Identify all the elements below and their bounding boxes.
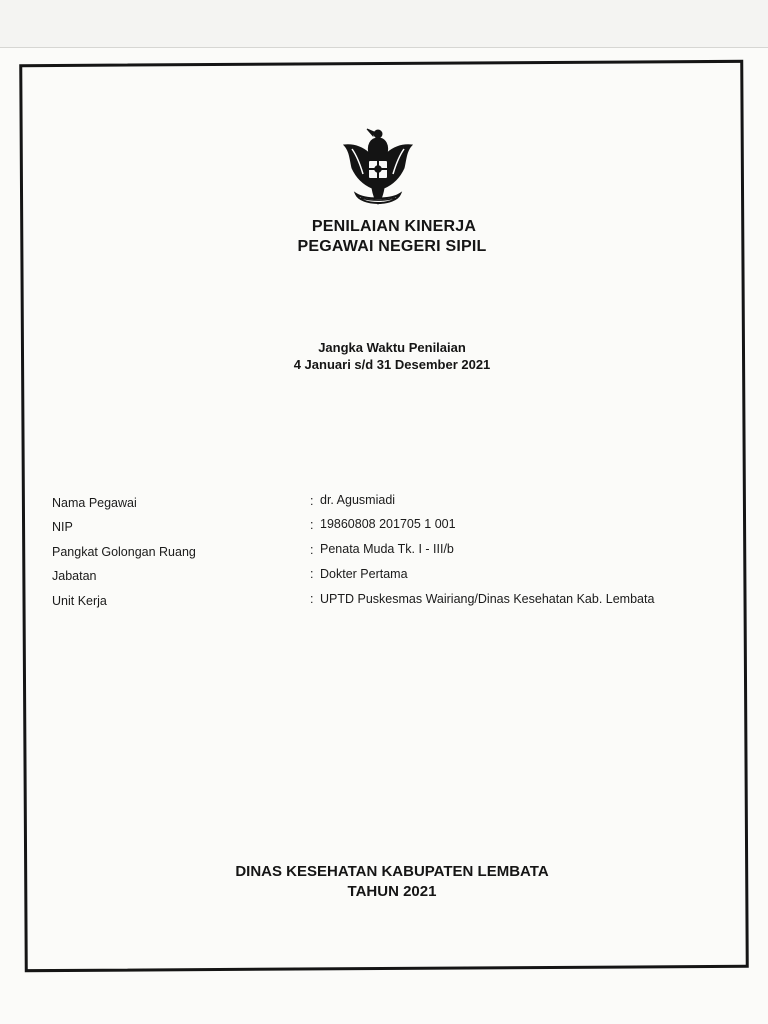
work-unit-colon: : — [310, 592, 314, 606]
scan-top-margin — [0, 0, 768, 48]
nip-label: NIP — [52, 520, 73, 534]
assessment-period-range: 4 Januari s/d 31 Desember 2021 — [293, 357, 491, 372]
rank-grade-value: Penata Muda Tk. I - III/b — [320, 542, 454, 556]
work-unit-value: UPTD Puskesmas Wairiang/Dinas Kesehatan Kab. Lembata — [320, 592, 655, 606]
department-footer-line-1: DINAS KESEHATAN KABUPATEN LEMBATA — [235, 863, 549, 880]
nip-value: 19860808 201705 1 001 — [320, 517, 456, 531]
work-unit-label: Unit Kerja — [52, 594, 107, 608]
employee-name-value: dr. Agusmiadi — [320, 493, 396, 507]
position-label: Jabatan — [52, 569, 97, 583]
department-footer-line-2: TAHUN 2021 — [347, 883, 437, 900]
rank-grade-colon: : — [310, 543, 314, 557]
document-title-line-1: PENILAIAN KINERJA — [311, 218, 477, 235]
position-colon: : — [310, 567, 314, 581]
employee-name-colon: : — [310, 494, 314, 508]
employee-name-label: Nama Pegawai — [52, 496, 137, 510]
garuda-emblem-icon — [334, 122, 422, 212]
position-value: Dokter Pertama — [320, 567, 408, 581]
rank-grade-label: Pangkat Golongan Ruang — [52, 545, 196, 559]
nip-colon: : — [310, 518, 314, 532]
document-title-line-2: PEGAWAI NEGERI SIPIL — [297, 238, 487, 255]
assessment-period-heading: Jangka Waktu Penilaian — [318, 340, 466, 355]
